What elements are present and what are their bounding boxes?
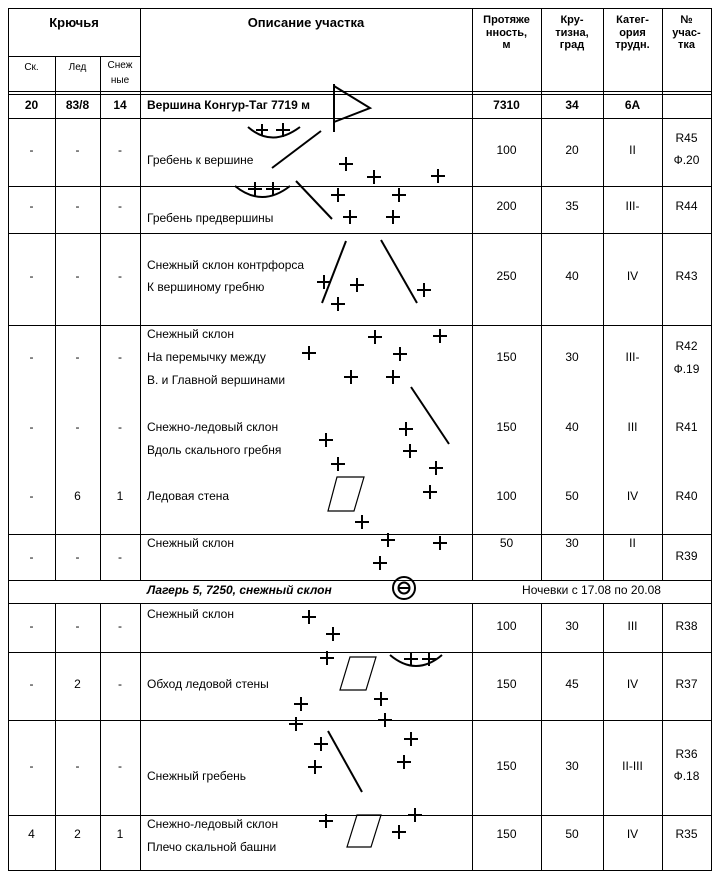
summary-ice: 83/8: [65, 98, 90, 112]
table-cell: -: [29, 350, 34, 364]
table-cell: 150: [496, 827, 517, 841]
table-cell: R35: [675, 827, 698, 841]
summary-rock: 20: [24, 98, 39, 112]
summary-description: Вершина Конгур-Таг 7719 м: [147, 98, 310, 112]
table-cell: -: [75, 420, 80, 434]
table-cell: Ф.19: [673, 362, 700, 376]
header-ice-hooks: Лед: [68, 62, 87, 73]
table-cell: IV: [626, 827, 639, 841]
table-cell: -: [75, 350, 80, 364]
table-cell: -: [118, 619, 122, 633]
table-cell: ория: [619, 26, 646, 39]
table-cell: 2: [74, 677, 81, 691]
table-cell: R42: [675, 339, 698, 353]
table-cell: R38: [675, 619, 698, 633]
table-cell: -: [118, 420, 122, 434]
table-cell: -: [75, 143, 80, 157]
table-cell: -: [118, 269, 122, 283]
table-cell: 250: [496, 269, 517, 283]
section-description: Снежно-ледовый склон: [147, 817, 279, 831]
table-cell: -: [29, 143, 34, 157]
table-cell: R41: [675, 420, 698, 434]
table-cell: 150: [496, 350, 517, 364]
table-cell: -: [29, 677, 34, 691]
section-description: Ледовая стена: [147, 489, 230, 503]
table-cell: учас-: [672, 26, 701, 39]
table-cell: -: [118, 143, 122, 157]
ice-wall-icon: [328, 477, 364, 511]
section-description: Вдоль скального гребня: [147, 443, 282, 457]
table-cell: 100: [496, 619, 517, 633]
table-cell: Кру-: [560, 14, 584, 26]
table-cell: R45: [675, 131, 698, 145]
section-description: На перемычку между: [147, 350, 266, 364]
table-cell: -: [75, 269, 80, 283]
table-cell: R40: [675, 489, 698, 503]
table-cell: R43: [675, 269, 698, 283]
table-cell: -: [29, 550, 34, 564]
section-description: Гребень к вершине: [147, 153, 254, 167]
table-cell: 1: [116, 827, 124, 841]
section-description: Снежный гребень: [147, 769, 247, 783]
table-cell: 20: [565, 143, 579, 157]
table-cell: 45: [565, 677, 579, 691]
table-cell: 6: [74, 489, 81, 503]
table-cell: 150: [496, 677, 517, 691]
anchor-icon: [248, 123, 300, 138]
table-cell: 50: [499, 536, 514, 550]
table-cell: -: [75, 759, 80, 773]
table-cell: III-: [625, 350, 640, 364]
table-cell: III: [627, 420, 638, 434]
table-cell: 2: [74, 827, 81, 841]
table-cell: Снеж: [107, 60, 133, 71]
table-cell: -: [118, 550, 122, 564]
table-cell: 100: [496, 489, 517, 503]
table-cell: Протяже: [483, 14, 530, 26]
table-cell: III-: [625, 199, 640, 213]
header-length: [472, 14, 541, 52]
table-cell: -: [118, 677, 122, 691]
table-cell: IV: [626, 677, 639, 691]
table-cell: R37: [675, 677, 698, 691]
table-cell: -: [29, 619, 34, 633]
table-border: [9, 9, 712, 871]
table-cell: 30: [565, 350, 579, 364]
ice-wall-icon: [340, 657, 376, 690]
table-cell: III: [627, 619, 638, 633]
header-section-no: [662, 14, 711, 52]
section-description: Гребень предвершины: [147, 211, 274, 225]
table-cell: II: [629, 143, 636, 157]
table-cell: м: [502, 39, 511, 52]
table-cell: -: [118, 350, 122, 364]
section-description: Снежный склон: [147, 607, 234, 621]
table-cell: 100: [496, 143, 517, 157]
table-cell: 30: [565, 536, 579, 550]
table-cell: IV: [626, 269, 639, 283]
table-cell: 30: [565, 619, 579, 633]
table-cell: тизна,: [555, 26, 589, 39]
table-cell: -: [75, 199, 80, 213]
table-cell: град: [559, 39, 585, 52]
table-cell: 30: [565, 759, 579, 773]
summary-category: 6А: [624, 98, 641, 112]
header-steepness: [541, 14, 603, 52]
table-cell: 4: [28, 827, 35, 841]
table-cell: нность,: [485, 26, 528, 39]
ice-wall-icons: [328, 477, 381, 847]
header-category: [603, 14, 662, 52]
section-description: Плечо скальной башни: [147, 840, 277, 854]
table-cell: 200: [496, 199, 517, 213]
table-cell: Ф.18: [673, 769, 700, 783]
anchor-icon: [390, 652, 442, 666]
table-cell: 35: [565, 199, 579, 213]
summary-snow: 14: [113, 98, 127, 112]
table-cell: II-III: [622, 759, 643, 773]
table-cell: 40: [565, 269, 579, 283]
camp-note: Ночевки с 17.08 по 20.08: [522, 583, 661, 597]
section-description: К вершиному гребню: [147, 280, 265, 294]
table-cell: ные: [110, 75, 130, 86]
section-description: В. и Главной вершинами: [147, 373, 286, 387]
table-cell: -: [29, 420, 34, 434]
table-cell: тка: [677, 39, 695, 52]
table-cell: -: [29, 489, 34, 503]
table-cell: №: [680, 14, 693, 26]
table-cell: Ф.20: [673, 153, 700, 167]
anchor-icon: [235, 182, 290, 197]
header-snow-hooks: [100, 58, 140, 88]
header-description: Описание участка: [247, 15, 365, 30]
summary-length: 7310: [493, 98, 520, 112]
table-cell: -: [29, 199, 34, 213]
header-rock-hooks: Ск.: [24, 62, 39, 73]
table-cell: Катег-: [616, 14, 649, 26]
table-cell: -: [118, 199, 122, 213]
section-description: Снежный склон контрфорса: [147, 258, 305, 272]
section-description: Снежный склон: [147, 327, 234, 341]
table-cell: -: [75, 619, 80, 633]
section-description: Снежный склон: [147, 536, 234, 550]
table-cell: R44: [675, 199, 698, 213]
table-cell: IV: [626, 489, 639, 503]
table-cell: -: [75, 550, 80, 564]
section-description: Снежно-ледовый склон: [147, 420, 279, 434]
table-cell: 1: [116, 489, 124, 503]
table-cell: -: [29, 759, 34, 773]
table-cell: 50: [565, 489, 579, 503]
table-cell: II: [629, 536, 636, 550]
section-description: Обход ледовой стены: [147, 677, 269, 691]
table-cell: -: [29, 269, 34, 283]
table-cell: R39: [675, 549, 698, 563]
table-cell: 150: [496, 759, 517, 773]
ridge-lines: [272, 131, 449, 792]
camp-label: Лагерь 5, 7250, снежный склон: [147, 583, 332, 597]
table-cell: 150: [496, 420, 517, 434]
route-markers: [289, 157, 447, 839]
ice-wall-icon: [347, 815, 381, 847]
table-cell: -: [118, 759, 122, 773]
table-cell: 40: [565, 420, 579, 434]
table-cell: 50: [565, 827, 579, 841]
summary-steepness: 34: [565, 98, 579, 112]
table-cell: R36: [675, 747, 698, 761]
header-hooks: Крючья: [49, 15, 99, 30]
table-cell: трудн.: [615, 39, 650, 52]
